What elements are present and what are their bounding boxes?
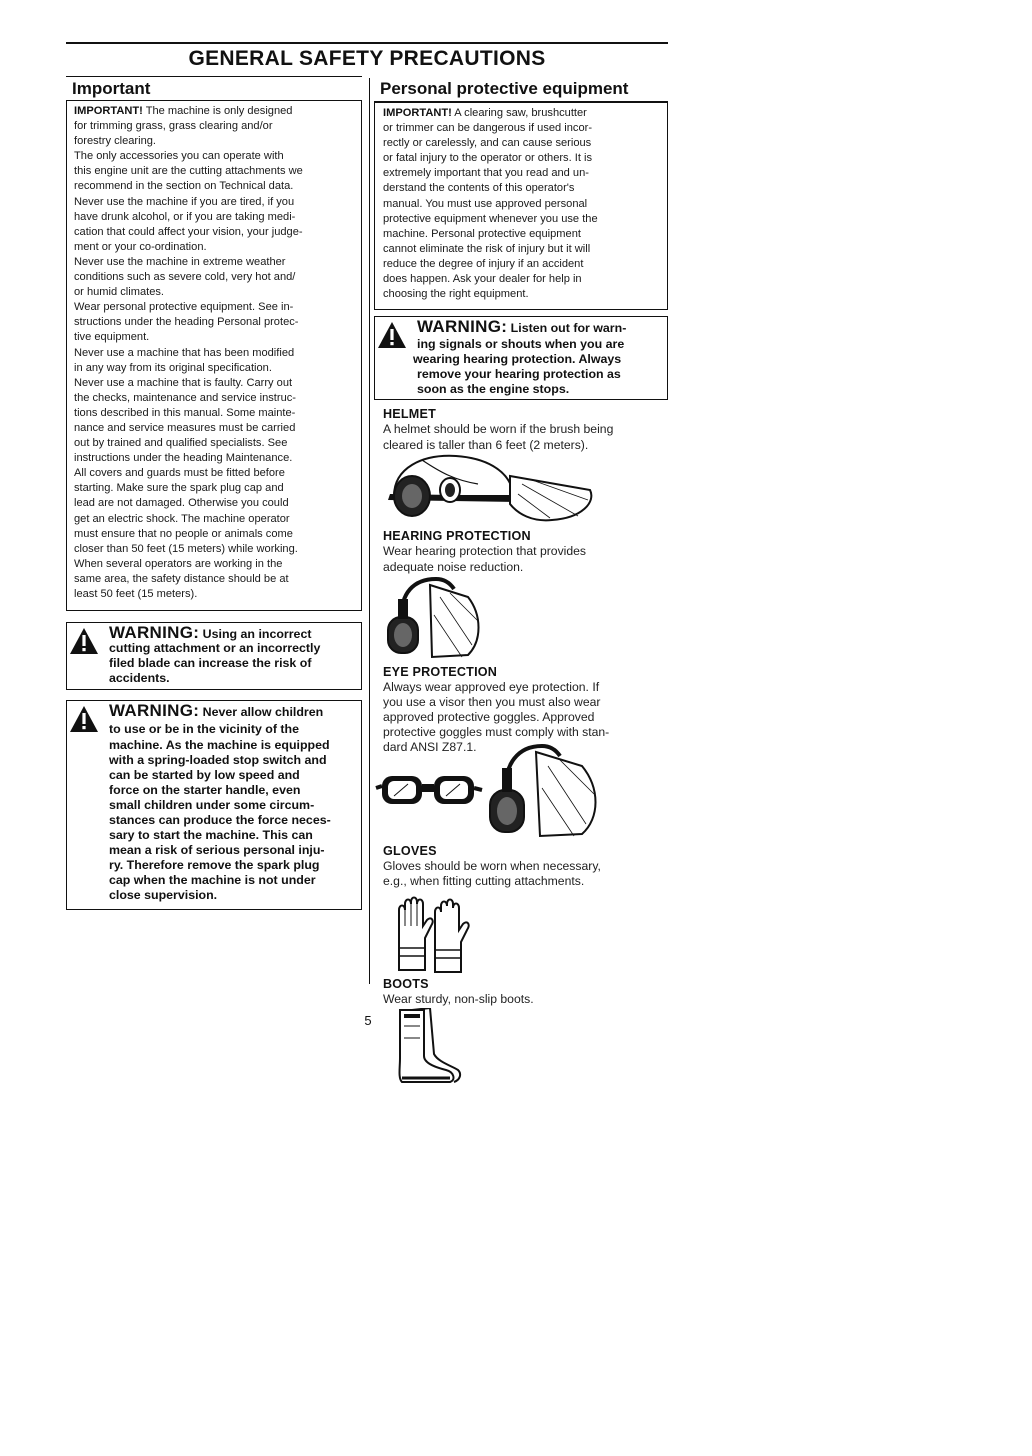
important-line: for trimming grass, grass clearing and/or	[74, 120, 273, 133]
left-heading-rule	[66, 76, 362, 77]
helmet-line: A helmet should be worn if the brush being	[383, 422, 614, 436]
important-line: Never use a machine that is faulty. Carry out	[74, 376, 293, 389]
ear-muffs-visor-illustration	[484, 740, 604, 840]
hearing-heading: HEARING PROTECTION	[383, 529, 531, 543]
important-line: Never use a machine that has been modified	[74, 346, 295, 359]
goggles-illustration	[372, 768, 484, 812]
warning-line: cap when the machine is not under	[109, 873, 316, 887]
warning-first-line: WARNING: Using an incorrect	[109, 623, 312, 642]
warning-line: accidents.	[109, 671, 170, 685]
important-line: recommend in the section on Technical data.	[74, 180, 294, 193]
important-lead: IMPORTANT!	[383, 107, 452, 119]
warning-word: WARNING:	[417, 317, 508, 336]
warning-line: ry. Therefore remove the spark plug	[109, 858, 320, 872]
important-line: or fatal injury to the operator or others. It is	[383, 152, 593, 165]
important-lead: IMPORTANT!	[74, 105, 143, 117]
important-line: least 50 feet (15 meters).	[74, 588, 198, 600]
gloves-line: Gloves should be worn when necessary,	[383, 859, 601, 873]
ear-muffs-visor-illustration	[384, 575, 484, 661]
important-line: instructions under the heading Maintenance.	[74, 452, 293, 465]
warning-line: sary to start the machine. This can	[109, 828, 313, 842]
boots-illustration	[394, 1008, 464, 1084]
important-line: derstand the contents of this operator's	[383, 182, 575, 195]
warning-line: filed blade can increase the risk of	[109, 656, 312, 670]
eye-line: approved protective goggles. Approved	[383, 710, 595, 724]
important-line: in any way from its original specification.	[74, 361, 272, 374]
warning-line: cutting attachment or an incorrectly	[109, 641, 321, 655]
eye-heading: EYE PROTECTION	[383, 665, 498, 679]
warning-line: mean a risk of serious personal inju-	[109, 843, 325, 857]
important-line: choosing the right equipment.	[383, 288, 529, 301]
important-line: The only accessories you can operate with	[74, 150, 284, 163]
important-line: extremely important that you read and un-	[383, 167, 589, 180]
important-line: When several operators are working in the	[74, 557, 283, 570]
eye-line: Always wear approved eye protection. If	[383, 680, 600, 694]
important-line: cannot eliminate the risk of injury but it will	[383, 242, 591, 255]
warning-box-children	[66, 700, 362, 910]
warning-line: can be started by low speed and	[109, 768, 300, 782]
important-line: ment or your co-ordination.	[74, 240, 207, 253]
important-line: reduce the degree of injury if an accident	[383, 257, 584, 270]
important-line: must ensure that no people or animals come	[74, 527, 293, 540]
section-title-ppe: Personal protective equipment	[380, 79, 629, 98]
important-line: structions under the heading Personal protec-	[74, 316, 299, 329]
important-line: the checks, maintenance and service instruc-	[74, 391, 296, 404]
helmet-line: cleared is taller than 6 feet (2 meters).	[383, 438, 589, 452]
warning-line: close supervision.	[109, 888, 218, 902]
boots-heading: BOOTS	[383, 977, 429, 991]
important-line: this engine unit are the cutting attachments we	[74, 165, 303, 178]
important-box-left	[66, 100, 362, 611]
important-line: or humid climates.	[74, 286, 165, 299]
gloves-line: e.g., when fitting cutting attachments.	[383, 874, 585, 888]
warning-box-hearing	[374, 316, 668, 400]
warning-word: WARNING:	[109, 623, 200, 642]
important-line: closer than 50 feet (15 meters) while working.	[74, 542, 298, 555]
important-line-0: IMPORTANT! A clearing saw, brushcutter	[383, 107, 587, 119]
warning-line: to use or be in the vicinity of the	[109, 722, 300, 736]
important-line: does happen. Ask your dealer for help in	[383, 273, 582, 286]
warning-line: with a spring-loaded stop switch and	[109, 753, 327, 767]
eye-line: protective goggles must comply with stan-	[383, 725, 610, 739]
important-box-right	[374, 102, 668, 310]
important-line: All covers and guards must be fitted before	[74, 467, 285, 480]
helmet-heading: HELMET	[383, 407, 436, 421]
important-line: or trimmer can be dangerous if used incor-	[383, 122, 593, 135]
eye-line: dard ANSI Z87.1.	[383, 740, 477, 754]
important-line-0: IMPORTANT! The machine is only designed	[74, 105, 293, 117]
hearing-line: adequate noise reduction.	[383, 560, 524, 574]
warning-line: small children under some circum-	[109, 798, 315, 812]
eye-line: you use a visor then you must also wear	[383, 695, 601, 709]
page-title: GENERAL SAFETY PRECAUTIONS	[188, 47, 546, 70]
important-line: forestry clearing.	[74, 135, 157, 148]
warning-first-line: WARNING: Never allow children	[109, 701, 324, 720]
important-line: tions described in this manual. Some mainte-	[74, 406, 296, 419]
warning-word: WARNING:	[109, 701, 200, 720]
warning-triangle-icon	[377, 321, 407, 349]
warning-line: remove your hearing protection as	[417, 367, 621, 381]
important-line: tive equipment.	[74, 331, 150, 344]
warning-line: wearing hearing protection. Always	[413, 352, 622, 366]
important-line: Never use the machine if you are tired, if you	[74, 195, 295, 208]
important-line: Never use the machine in extreme weather	[74, 255, 286, 268]
important-line: machine. Personal protective equipment	[383, 227, 581, 240]
hearing-line: Wear hearing protection that provides	[383, 544, 587, 558]
important-line: rectly or carelessly, and can cause serious	[383, 137, 592, 150]
gloves-illustration	[395, 896, 475, 976]
warning-line: ing signals or shouts when you are	[417, 337, 625, 351]
top-rule	[66, 42, 668, 44]
page-number: 5	[364, 1013, 372, 1028]
warning-line: force on the starter handle, even	[109, 783, 301, 797]
helmet-illustration	[382, 450, 598, 524]
important-line: same area, the safety distance should be at	[74, 572, 289, 585]
warning-line: stances can produce the force neces-	[109, 813, 331, 827]
important-line: have drunk alcohol, or if you are taking medi-	[74, 210, 296, 223]
important-line: starting. Make sure the spark plug cap and	[74, 482, 284, 495]
warning-first-line: WARNING: Listen out for warn-	[417, 317, 627, 336]
warning-triangle-icon	[69, 627, 99, 655]
warning-line: machine. As the machine is equipped	[109, 738, 330, 752]
important-line: out by trained and qualified specialists. See	[74, 437, 288, 450]
important-line: cation that could affect your vision, your judge-	[74, 225, 303, 238]
important-line: protective equipment whenever you use the	[383, 212, 598, 225]
boots-line: Wear sturdy, non-slip boots.	[383, 992, 534, 1006]
section-title-important: Important	[72, 79, 151, 98]
warning-line: soon as the engine stops.	[417, 382, 570, 396]
gloves-heading: GLOVES	[383, 844, 437, 858]
warning-box-attachment	[66, 622, 362, 690]
column-divider	[369, 78, 370, 984]
important-line: Wear personal protective equipment. See in-	[74, 301, 294, 314]
important-line: nance and service measures must be carried	[74, 421, 296, 434]
warning-triangle-icon	[69, 705, 99, 733]
important-line: lead are not damaged. Otherwise you could	[74, 497, 289, 510]
important-line: get an electric shock. The machine operator	[74, 512, 290, 525]
important-line: conditions such as severe cold, very hot and/	[74, 271, 296, 284]
important-line: manual. You must use approved personal	[383, 197, 588, 210]
